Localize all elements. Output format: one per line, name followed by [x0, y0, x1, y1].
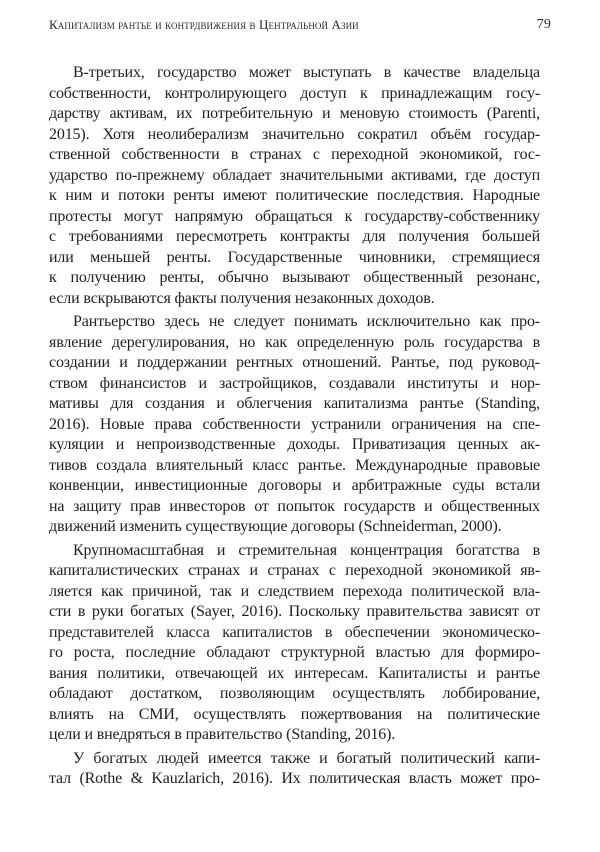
text-line: У богатых людей имеется также и богатый политический капи- — [73, 749, 540, 767]
text-line: куляции и непроизводственные доходы. Приватизация ценных ак- — [49, 436, 540, 453]
text-line: на защиту прав инвесторов от попыток государств и общественных — [49, 497, 540, 515]
text-line: конвенции, инвестиционные договоры и арбитражные суды встали — [49, 477, 540, 494]
text-line: 2015). Хотя неолиберализм значительно сократил объём государ- — [49, 125, 540, 143]
text-line: ственной собственности в странах с переходной экономикой, гос- — [49, 146, 540, 163]
text-line: го роста, последние обладают структурной властью для формиро- — [49, 644, 540, 661]
text-line: с требованиями пересмотреть контракты для получения большей — [49, 228, 540, 245]
text-line: тал (Rothe & Kauzlarich, 2016). Их политическая власть может про- — [49, 770, 540, 787]
text-line: Крупномасштабная и стремительная концентрация богатства в — [73, 541, 540, 559]
running-title: Капитализм рантье и контрдвижения в Центральной Азии — [49, 17, 359, 32]
text-line: создании и поддержании рентных отношений. Рантье, под руковод- — [49, 354, 540, 371]
text-line: влиять на СМИ, осуществлять пожертвования на политические — [49, 705, 540, 723]
text-line: явление дерегулирования, но как определенную роль государства в — [49, 333, 540, 351]
text-line: или меньшей ренты. Государственные чиновники, стремящиеся — [49, 248, 540, 266]
text-line: капиталистических странах и странах с переходной экономикой яв- — [49, 562, 540, 579]
text-line: мативы для создания и облегчения капитализма рантье (Standing, — [49, 395, 540, 412]
text-line: движений изменить существующие договоры (Schneiderman, 2000). — [49, 518, 502, 535]
paragraph — [49, 312, 540, 538]
text-line: Рантьерство здесь не следует понимать исключительно как про- — [73, 313, 540, 330]
text-line: В-третьих, государство может выступать в качестве владельца — [73, 64, 540, 81]
text-line: тивов создала влиятельный класс рантье. Международные правовые — [49, 456, 540, 474]
text-line: цели и внедряться в правительство (Standing, 2016). — [49, 726, 396, 743]
text-line: ударство по-прежнему обладает значительными активами, где доступ — [49, 166, 540, 184]
paragraph — [49, 63, 540, 309]
running-header — [49, 17, 551, 39]
text-line: 2016). Новые права собственности устранили ограничения на спе- — [49, 415, 540, 433]
text-line: собственности, контролирующего доступ к принадлежащим госу- — [49, 84, 540, 102]
text-line: если вскрываются факты получения незаконных доходов. — [49, 289, 435, 307]
text-line: представителей класса капиталистов в обеспечении экономическо- — [49, 623, 540, 641]
text-line: к ним и потоки ренты имеют политические последствия. Народные — [49, 187, 540, 204]
page-number: 79 — [536, 17, 551, 32]
text-line: ством финансистов и застройщиков, создавали институты и нор- — [49, 374, 540, 392]
text-line: к получению ренты, обычно вызывают общественный резонанс, — [49, 269, 540, 286]
text-line: ляется как причиной, так и следствием перехода политической вла- — [49, 582, 540, 600]
text-line: вания политики, отвечающей их интересам. Капиталисты и рантье — [49, 664, 540, 682]
paragraph — [49, 541, 540, 746]
body-text — [49, 63, 540, 790]
text-line: сти в руки богатых (Sayer, 2016). Поскольку правительства зависят от — [49, 603, 540, 620]
paragraph — [49, 749, 540, 790]
text-line: протесты могут напрямую обращаться к государству-собственнику — [49, 207, 540, 225]
text-line: дарству активам, их потребительную и меновую стоимость (Parenti, — [49, 105, 540, 122]
text-line: обладают достатком, позволяющим осуществлять лоббирование, — [49, 685, 540, 702]
